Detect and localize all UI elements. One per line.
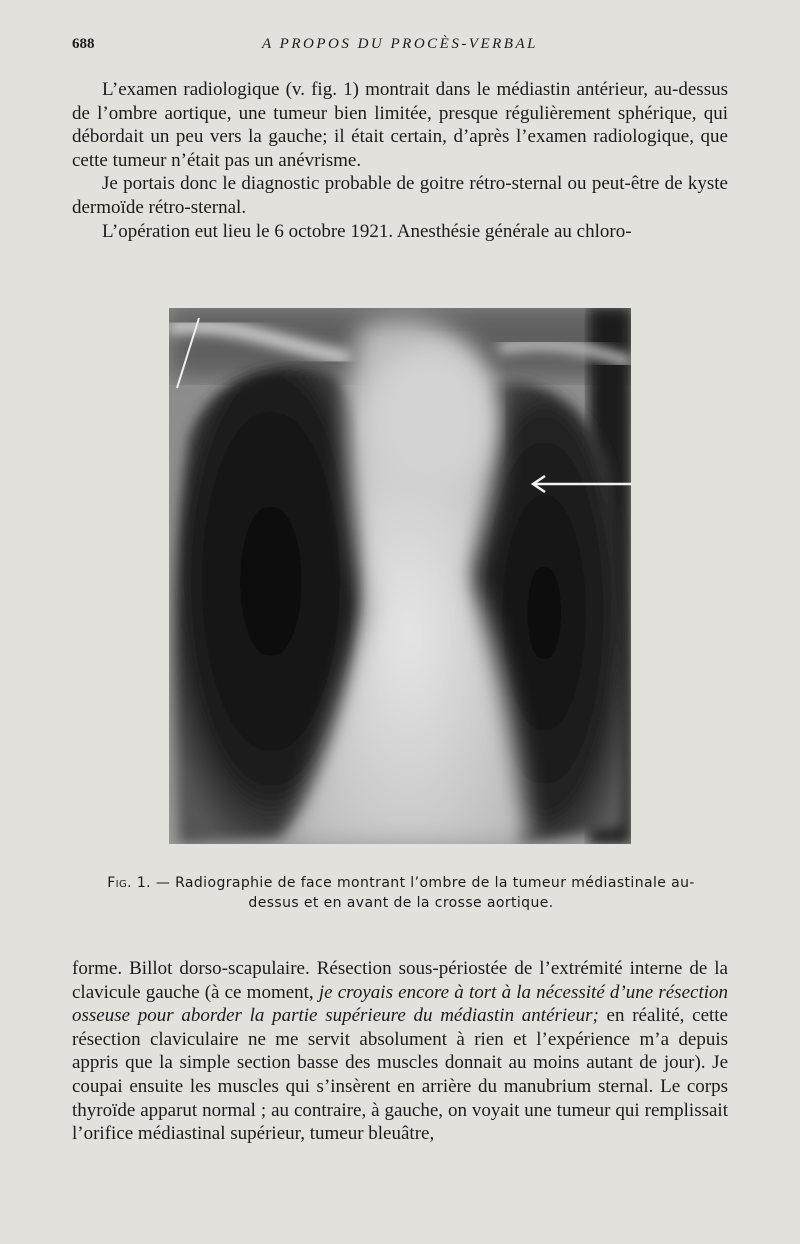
page-number: 688 [72, 36, 95, 52]
page-header [0, 36, 800, 60]
running-title: A PROPOS DU PROCÈS-VERBAL [262, 36, 538, 52]
chest-xray-figure [169, 308, 631, 844]
procedure-text-2: en réalité, cette résection claviculaire ne me servit absolument à rien et l’expérience m’a depuis appris que la simple section basse des muscles donnait au moins autant de jour). Je coupai ensuite les muscles qui s’insèrent en arrière du manubrium sternal. Le corps thyroïde apparut normal ; au contraire, à gauche, on voyait une tumeur qui remplissait l’orifice médiastinal supérieur, tumeur bleuâtre, [72, 1005, 728, 1145]
top-text-block [72, 78, 728, 243]
chest-xray-icon [169, 308, 631, 844]
bottom-text-block [72, 957, 728, 1146]
paragraph-diagnosis: Je portais donc le diagnostic probable de goitre rétro-sternal ou peut-être de kyste dermoïde rétro-sternal. [72, 173, 728, 218]
figure-label: Fig. 1. [107, 875, 151, 891]
paragraph-operation: L’opération eut lieu le 6 octobre 1921. Anesthésie générale au chloro- [102, 220, 632, 242]
figure-caption [96, 873, 706, 913]
paragraph-radiology: L’examen radiologique (v. fig. 1) montrait dans le médiastin antérieur, au-dessus de l’ombre aortique, une tumeur bien limitée, presque régulièrement sphérique, qui débordait un peu vers la gauche; il était certain, d’après l’examen radiologique, que cette tumeur n’était pas un anévrisme. [72, 79, 728, 171]
procedure-italic-text: je croyais encore à tort à la nécessité d’une résection osseuse pour aborder la partie supérieure du médiastin antérieur; [72, 981, 728, 1027]
figure-caption-text: — Radiographie de face montrant l’ombre de la tumeur médiastinale au-dessus et en avant de la crosse aortique. [151, 875, 695, 911]
paragraph-procedure [72, 957, 728, 1146]
procedure-text-1: forme. Billot dorso-scapulaire. Résection sous-périostée de l’extrémité interne de la clavicule gauche (à ce moment, [72, 958, 728, 1003]
